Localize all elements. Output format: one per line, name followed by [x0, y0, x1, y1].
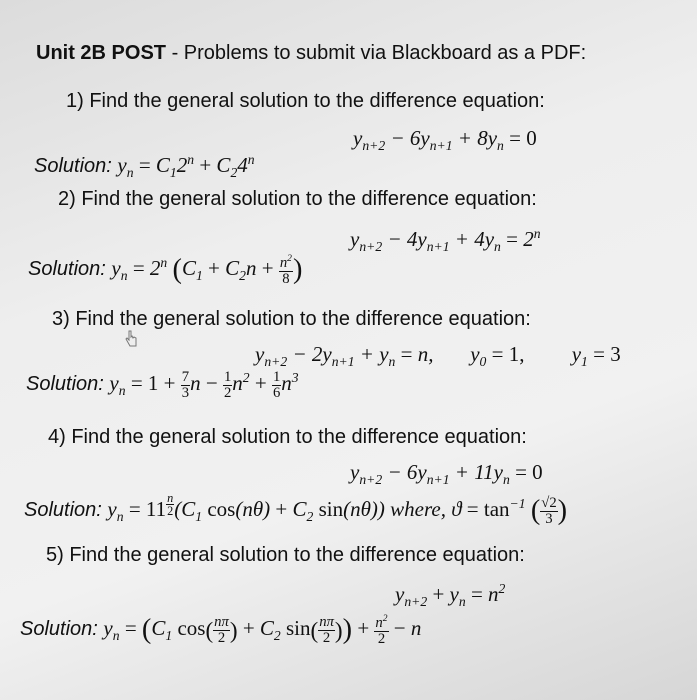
- header-subtitle: - Problems to submit via Blackboard as a PDF:: [166, 42, 587, 64]
- problem-5-solution: Solution: $y_n = (C_1$ cos( $\frac{n\pi}{2}$ ) + $C_2$ sin( $\frac{n\pi}{2}$ )) + $\frac{n^2}{2}$ − n: [20, 613, 422, 647]
- hand-pointer-icon: [124, 330, 138, 348]
- problem-3-prompt: 3) Find the general solution to the difference equation:: [52, 308, 531, 330]
- problem-1-equation: $y_{n+2} - 6y_{n+1} + 8y_n = 0$: [353, 126, 537, 154]
- problem-1-prompt: 1) Find the general solution to the difference equation:: [66, 90, 545, 112]
- solution-label: Solution:: [24, 498, 102, 521]
- header-unit: Unit 2B POST: [36, 42, 167, 64]
- problem-3-solution: Solution: $y_n = 1$ + $\frac{7}{3}$ n − $\frac{1}{2}$ $n^2$ + $\frac{1}{6}$ $n^3$: [26, 369, 299, 401]
- problem-2-prompt: 2) Find the general solution to the difference equation:: [58, 188, 537, 210]
- problem-5-equation: $y_{n+2} + y_n = n^2$: [395, 581, 506, 610]
- problem-2-equation: $y_{n+2} - 4y_{n+1} + 4y_n = 2^n$: [350, 226, 541, 255]
- solution-label: Solution:: [28, 258, 106, 280]
- page-header: [36, 42, 586, 65]
- problem-4-equation: $y_{n+2} - 6y_{n+1} + 11y_n = 0$: [350, 460, 543, 488]
- problem-1-solution: Solution: $y_n = C_12^n + C_24^n$: [34, 152, 255, 181]
- solution-label: Solution:: [26, 373, 104, 396]
- problem-3-equation: $y_{n+2} - 2y_{n+1} + y_n = n$, $y_0 = 1$, $y_1 = 3$: [255, 342, 621, 370]
- solution-label: Solution:: [20, 618, 98, 640]
- problem-4-prompt: 4) Find the general solution to the difference equation:: [48, 426, 527, 448]
- problem-5-prompt: 5) Find the general solution to the difference equation:: [46, 544, 525, 566]
- problem-4-solution: Solution: $y_n = 11$ $^{\frac{n}{2}}$ ($C_1$ $\cos(n\theta) + C_2$ sin(nθ)) where, $ϑ = \tan^{-1}$ ( $\frac{√2}{3}$ ): [24, 491, 568, 527]
- problem-2-solution: Solution: $y_n = 2^n$ ($C_1 + C_2n$ + $\frac{n^2}{8}$ ): [28, 253, 303, 287]
- solution-label: Solution:: [34, 155, 112, 177]
